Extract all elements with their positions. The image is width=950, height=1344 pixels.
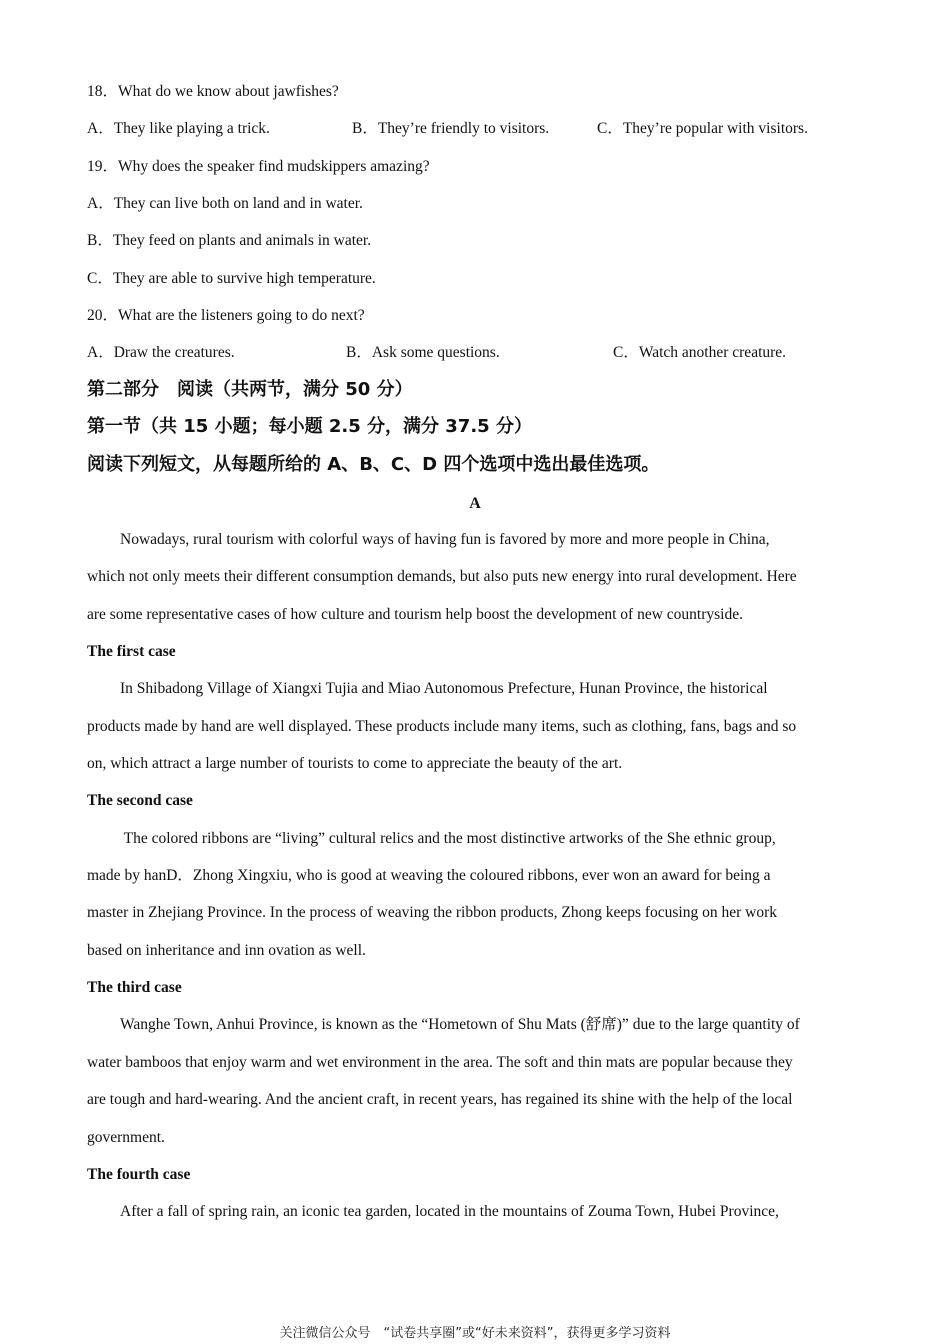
question-19-stem: 19．Why does the speaker find mudskippers amazing? [87, 158, 430, 175]
case-4-line-1: After a fall of spring rain, an iconic tea garden, located in the mountains of Zouma Town, Hubei Province, [120, 1203, 779, 1220]
intro-line-2: which not only meets their different consumption demands, but also puts new energy into rural development. Here [87, 568, 797, 585]
intro-line-1: Nowadays, rural tourism with colorful ways of having fun is favored by more and more people in China, [120, 531, 770, 548]
case-3-line-4: government. [87, 1129, 165, 1146]
question-20-option-b: B．Ask some questions. [346, 344, 500, 361]
case-2-line-2: made by hanD．Zhong Xingxiu, who is good at weaving the coloured ribbons, ever won an award for being a [87, 867, 771, 884]
case-3-line-1: Wanghe Town, Anhui Province, is known as the “Hometown of Shu Mats (舒席)” due to the large quantity of [120, 1016, 800, 1033]
section-instruction: 阅读下列短文，从每题所给的 A、B、C、D 四个选项中选出最佳选项。 [87, 454, 660, 475]
case-3-line-3: are tough and hard-wearing. And the ancient craft, in recent years, has regained its shine with the help of the local [87, 1091, 793, 1108]
case-3-heading: The third case [87, 979, 182, 996]
question-18-option-c: C．They’re popular with visitors. [597, 120, 808, 137]
page-footer: 关注微信公众号 “试卷共享圈”或“好未来资料”，获得更多学习资料 [279, 1326, 671, 1341]
question-20-option-a: A．Draw the creatures. [87, 344, 235, 361]
question-20-stem: 20．What are the listeners going to do next? [87, 307, 365, 324]
passage-label: A [469, 495, 481, 512]
case-1-line-1: In Shibadong Village of Xiangxi Tujia and Miao Autonomous Prefecture, Hunan Province, the historical [120, 680, 768, 697]
question-19-option-a: A．They can live both on land and in water. [87, 195, 363, 212]
case-1-heading: The first case [87, 643, 176, 660]
question-19-option-b: B．They feed on plants and animals in water. [87, 232, 372, 249]
question-18-option-a: A．They like playing a trick. [87, 120, 270, 137]
question-18-option-b: B．They’re friendly to visitors. [352, 120, 550, 137]
case-3-line-2: water bamboos that enjoy warm and wet environment in the area. The soft and thin mats are popular because they [87, 1054, 793, 1071]
case-2-heading: The second case [87, 792, 193, 809]
case-1-line-2: products made by hand are well displayed. These products include many items, such as clothing, fans, bags and so [87, 718, 797, 735]
intro-line-3: are some representative cases of how culture and tourism help boost the development of new countryside. [87, 606, 743, 623]
case-4-heading: The fourth case [87, 1166, 191, 1183]
case-1-line-3: on, which attract a large number of tourists to come to appreciate the beauty of the art. [87, 755, 623, 772]
question-19-option-c: C．They are able to survive high temperature. [87, 270, 376, 287]
case-2-line-1: The colored ribbons are “living” cultural relics and the most distinctive artworks of the She ethnic group, [120, 830, 776, 847]
part-title: 第二部分 阅读（共两节，满分 50 分） [87, 379, 413, 400]
case-2-line-4: based on inheritance and inn ovation as well. [87, 942, 366, 959]
case-2-line-3: master in Zhejiang Province. In the process of weaving the ribbon products, Zhong keeps focusing on her work [87, 904, 778, 921]
question-18-stem: 18．What do we know about jawfishes? [87, 83, 339, 100]
question-20-option-c: C．Watch another creature. [613, 344, 787, 361]
section-title: 第一节（共 15 小题；每小题 2.5 分，满分 37.5 分） [87, 416, 532, 437]
